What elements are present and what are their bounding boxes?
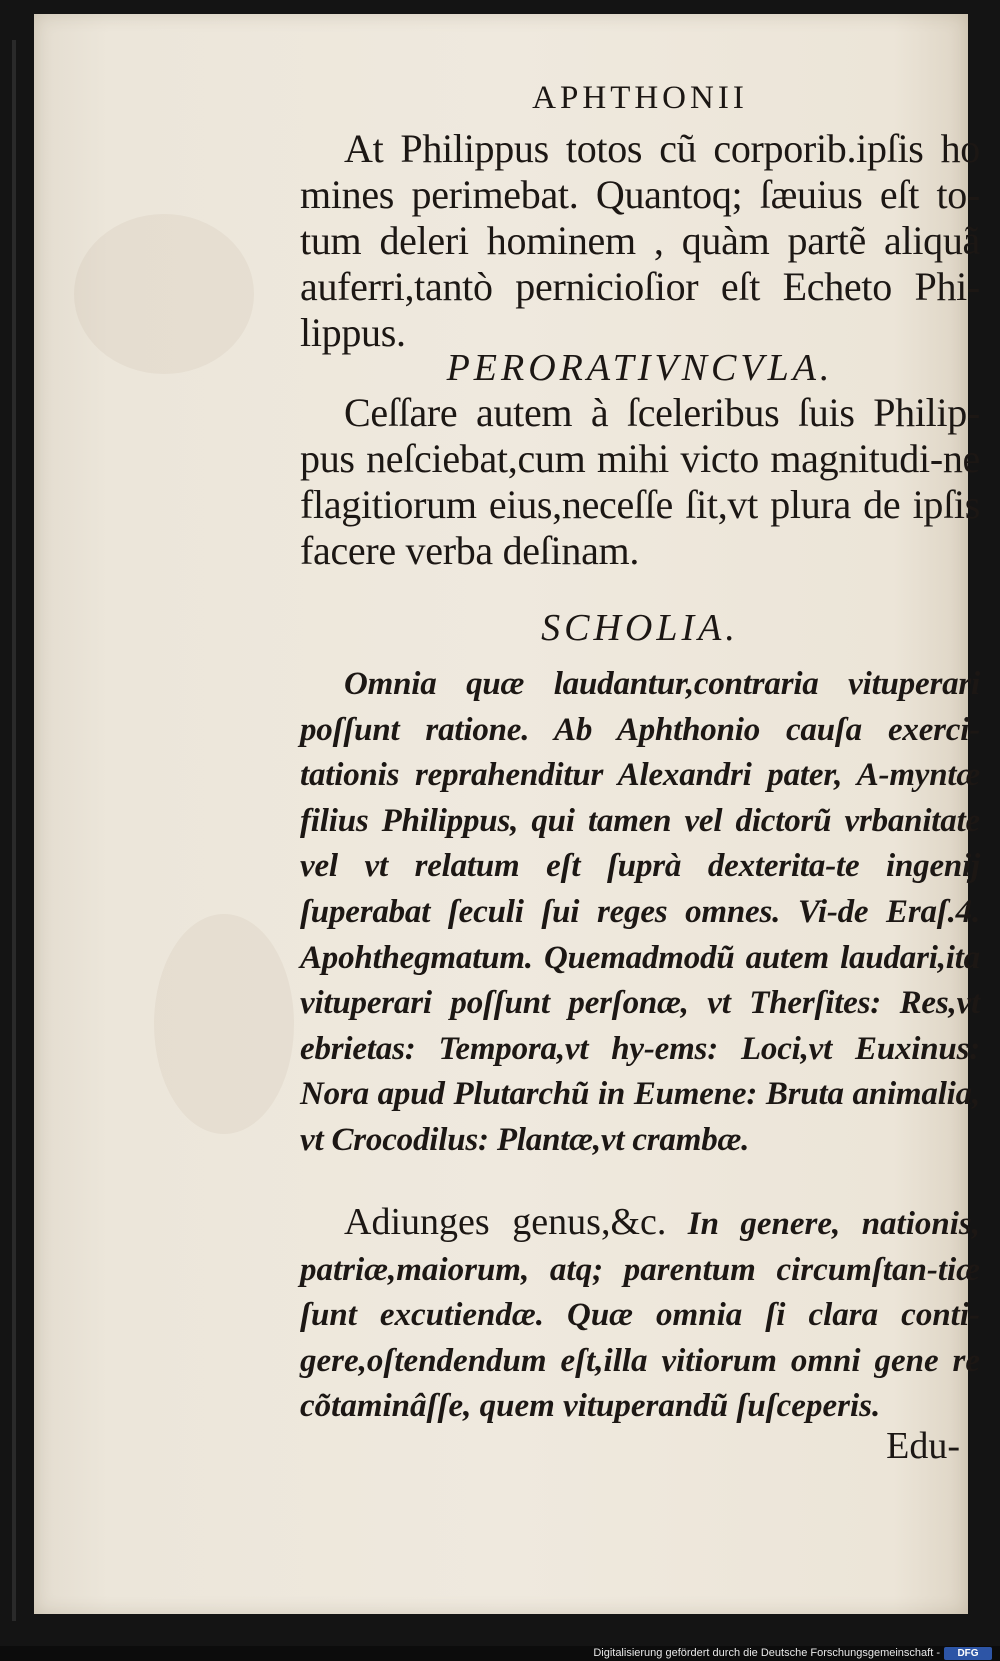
footer-credit: Digitalisierung gefördert durch die Deutsche Forschungsgemeinschaft - — [593, 1647, 940, 1659]
scholia-heading-block — [300, 606, 980, 650]
italic-commentary: In genere, nationis, patriæ,maiorum, atq; parentum circumſtan-tiæ ſunt excutiendæ. Quæ omnia ſi clara conti-gere,oſtendendum eſt,illa vitiorum omni gene re cõtaminâſſe, quem vituperandũ ſuſceperis. — [300, 1206, 980, 1425]
catchword: Edu- — [886, 1425, 960, 1467]
paper-stain — [74, 214, 254, 374]
footer-bar — [0, 1646, 1000, 1661]
roman-lemma: Adiunges genus,&c. — [344, 1201, 667, 1243]
main-text-peroratio — [300, 390, 980, 574]
paragraph: Ceſſare autem à ſceleribus ſuis Philip-pus neſciebat,cum mihi victo magnitudi-ne flagitiorum eius,neceſſe ſit,vt plura de ipſis facere verba deſinam. — [300, 390, 980, 573]
dfg-logo: DFG — [944, 1647, 992, 1660]
scholia-text-lower — [300, 1200, 980, 1430]
left-edge-shadow — [12, 40, 16, 1621]
paper-stain — [154, 914, 294, 1134]
running-head: APHTHONII — [532, 80, 748, 116]
scholia-text — [300, 662, 980, 1164]
paragraph: At Philippus totos cũ corporib.ipſis ho mines perimebat. Quantoq; ſæuius eſt to-tum deleri hominem , quàm partẽ aliquã auferri,tantò pernicioſior eſt Echeto Phi-lippus. — [300, 126, 980, 355]
scholia-heading: SCHOLIA. — [541, 607, 739, 649]
heading-block — [300, 346, 980, 390]
paragraph: Omnia quæ laudantur,contraria vituperari poſſunt ratione. Ab Aphthonio cauſa exerci-tationis reprahenditur Alexandri pater, A-myntæ filius Philippus, qui tamen vel dictorũ vrbanitate vel vt relatum eſt ſuprà dexterita-te ingenij ſuperabat ſeculi ſui reges omnes. Vi-de Eraſ.4. Apohthegmatum. Quemadmodũ autem laudari,ita vituperari poſſunt perſonæ, vt Therſites: Res,vt ebrietas: Tempora,vt hy-ems: Loci,vt Euxinus: Nora apud Plutarchũ in Eumene: Bruta animalia, vt Crocodilus: Plantæ,vt crambæ. — [300, 666, 980, 1158]
main-text-upper — [300, 126, 980, 356]
section-heading: PERORATIVNCVLA. — [446, 347, 834, 389]
